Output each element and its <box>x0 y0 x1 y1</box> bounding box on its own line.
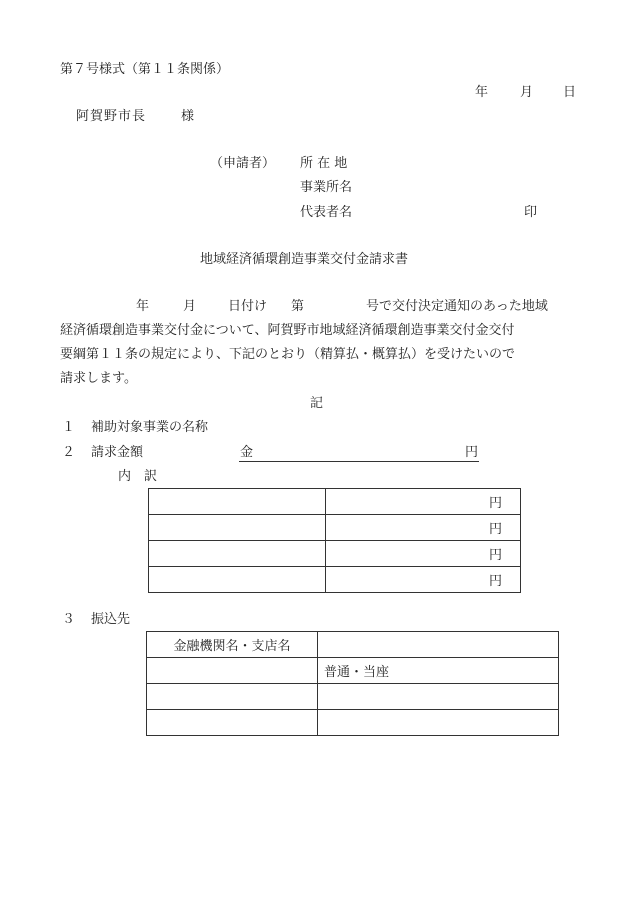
item2-label: 請求金額 <box>91 445 144 460</box>
table-row <box>147 684 559 710</box>
item1-label: 補助対象事業の名称 <box>91 420 209 435</box>
item2-number: ２ <box>62 445 76 460</box>
item1-number: １ <box>62 420 76 435</box>
body-line1-rest: 号で交付決定通知のあった地域 <box>366 299 548 314</box>
body-year: 年 <box>136 299 150 314</box>
seal-mark: 印 <box>524 205 538 220</box>
breakdown-table <box>148 488 521 593</box>
ki-label: 記 <box>310 396 324 411</box>
account-type-cell[interactable]: 普通・当座 <box>318 658 559 684</box>
breakdown-item-cell[interactable] <box>149 489 326 515</box>
amount-underline <box>239 461 479 462</box>
amount-yen: 円 <box>465 445 479 460</box>
account-info-cell[interactable] <box>318 684 559 710</box>
document-title: 地域経済循環創造事業交付金請求書 <box>200 252 409 267</box>
applicant-representative: 代表者名 <box>300 205 353 220</box>
breakdown-item-cell[interactable] <box>149 541 326 567</box>
table-row <box>147 658 559 684</box>
applicant-office: 事業所名 <box>300 180 353 195</box>
breakdown-amount-cell[interactable]: 円 <box>326 541 521 567</box>
table-row <box>149 515 521 541</box>
table-row <box>149 567 521 593</box>
table-row <box>149 489 521 515</box>
body-no: 第 <box>291 299 305 314</box>
breakdown-item-cell[interactable] <box>149 515 326 541</box>
account-info-cell[interactable] <box>147 684 318 710</box>
date-day: 日 <box>563 85 577 100</box>
table-row <box>149 541 521 567</box>
amount-kin: 金 <box>240 445 254 460</box>
date-month: 月 <box>520 85 534 100</box>
breakdown-amount-cell[interactable]: 円 <box>326 489 521 515</box>
bank-blank-cell[interactable] <box>147 658 318 684</box>
table-row <box>147 710 559 736</box>
account-holder-cell[interactable] <box>147 710 318 736</box>
account-holder-cell[interactable] <box>318 710 559 736</box>
table-row <box>147 632 559 658</box>
breakdown-amount-cell[interactable]: 円 <box>326 567 521 593</box>
body-line2: 経済循環創造事業交付金について、阿賀野市地域経済循環創造事業交付金交付 <box>60 323 515 338</box>
body-dated: 日付け <box>228 299 268 314</box>
item3-label: 振込先 <box>91 612 131 627</box>
breakdown-label: 内 訳 <box>118 469 158 484</box>
applicant-address: 所 在 地 <box>300 156 348 171</box>
bank-name-cell[interactable] <box>318 632 559 658</box>
bank-name-label: 金融機関名・支店名 <box>147 632 318 658</box>
item3-number: ３ <box>62 612 76 627</box>
addressee-name: 阿賀野市長 <box>76 109 147 124</box>
body-line3: 要綱第１１条の規定により、下記のとおり（精算払・概算払）を受けたいので <box>60 347 516 362</box>
body-line4: 請求します。 <box>60 371 137 386</box>
form-number: 第７号様式（第１１条関係） <box>60 62 230 77</box>
breakdown-amount-cell[interactable]: 円 <box>326 515 521 541</box>
bank-table <box>146 631 559 736</box>
body-month: 月 <box>183 299 197 314</box>
addressee-honorific: 様 <box>181 109 195 124</box>
breakdown-item-cell[interactable] <box>149 567 326 593</box>
date-year: 年 <box>475 85 489 100</box>
applicant-label: （申請者） <box>210 156 276 171</box>
